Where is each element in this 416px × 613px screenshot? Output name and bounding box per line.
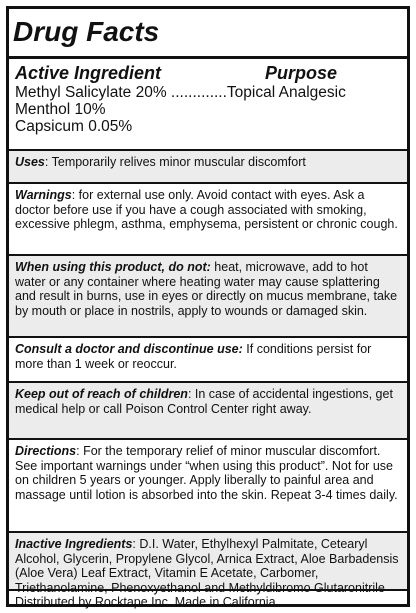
- consult-label: Consult a doctor and discontinue use:: [15, 342, 243, 356]
- ingredient-line: Methyl Salicylate 20% .............Topical Analgesic: [15, 84, 346, 101]
- uses-section: [9, 149, 407, 182]
- active-ingredient-heading: Active Ingredient: [15, 63, 162, 83]
- ingredient-line: Capsicum 0.05%: [15, 118, 133, 135]
- consult-section: [9, 336, 407, 381]
- inactive-label: Inactive Ingredients: [15, 537, 133, 551]
- inactive-ingredients-section: [9, 531, 407, 595]
- active-header-row: [15, 63, 401, 83]
- consult-text: If conditions persist for more than 1 week or reoccur.: [15, 342, 372, 371]
- purpose-heading: Purpose: [265, 63, 338, 83]
- active-ingredients-section: [9, 59, 407, 146]
- distributed-text: Distributed by Rocktape Inc. Made in California.: [15, 595, 280, 609]
- keep-out-label: Keep out of reach of children: [15, 387, 188, 401]
- when-using-section: [9, 254, 407, 336]
- warnings-text: : for external use only. Avoid contact with eyes. Ask a doctor before use if you have a cough associated with smoking, excessive phlegm, asthma, emphysema, persistent or chronic cough.: [15, 188, 398, 231]
- drug-facts-panel: [6, 6, 410, 607]
- distributed-section: [9, 589, 407, 609]
- warnings-label: Warnings: [15, 188, 72, 202]
- uses-label: Uses: [15, 155, 45, 169]
- ingredient-line: Menthol 10%: [15, 101, 106, 118]
- drug-facts-title: Drug Facts: [9, 9, 407, 59]
- directions-section: [9, 438, 407, 531]
- keep-out-text: : In case of accidental ingestions, get medical help or call Poison Control Center right away.: [15, 387, 393, 416]
- keep-out-section: [9, 381, 407, 438]
- when-using-text: heat, microwave, add to hot water or any container where heating water may cause splattering and result in burns, use in eyes or directly on mucus membrane, take by mouth or place in nostrils, apply to wounds or damaged skin.: [15, 260, 398, 318]
- inactive-text: : D.I. Water, Ethylhexyl Palmitate, Cetearyl Alcohol, Glycerin, Propylene Glycol, Arnica Extract, Aloe Barbadensis (Aloe Vera) Leaf Extract, Vitamin E Acetate, Carbomer, Triethanolamine, Phenoxyethanol and Methyldibromo Glutaronitrile: [15, 537, 399, 595]
- when-using-label: When using this product, do not:: [15, 260, 211, 274]
- directions-label: Directions: [15, 444, 77, 458]
- warnings-section: [9, 182, 407, 254]
- directions-text: : For the temporary relief of minor muscular discomfort. See important warnings under “when using this product”. Not for use on children 5 years or younger. Apply liberally to painful area and massage until lotion is absorbed into the skin. Repeat 3-4 times daily.: [15, 444, 398, 502]
- uses-text: : Temporarily relives minor muscular discomfort: [44, 155, 306, 169]
